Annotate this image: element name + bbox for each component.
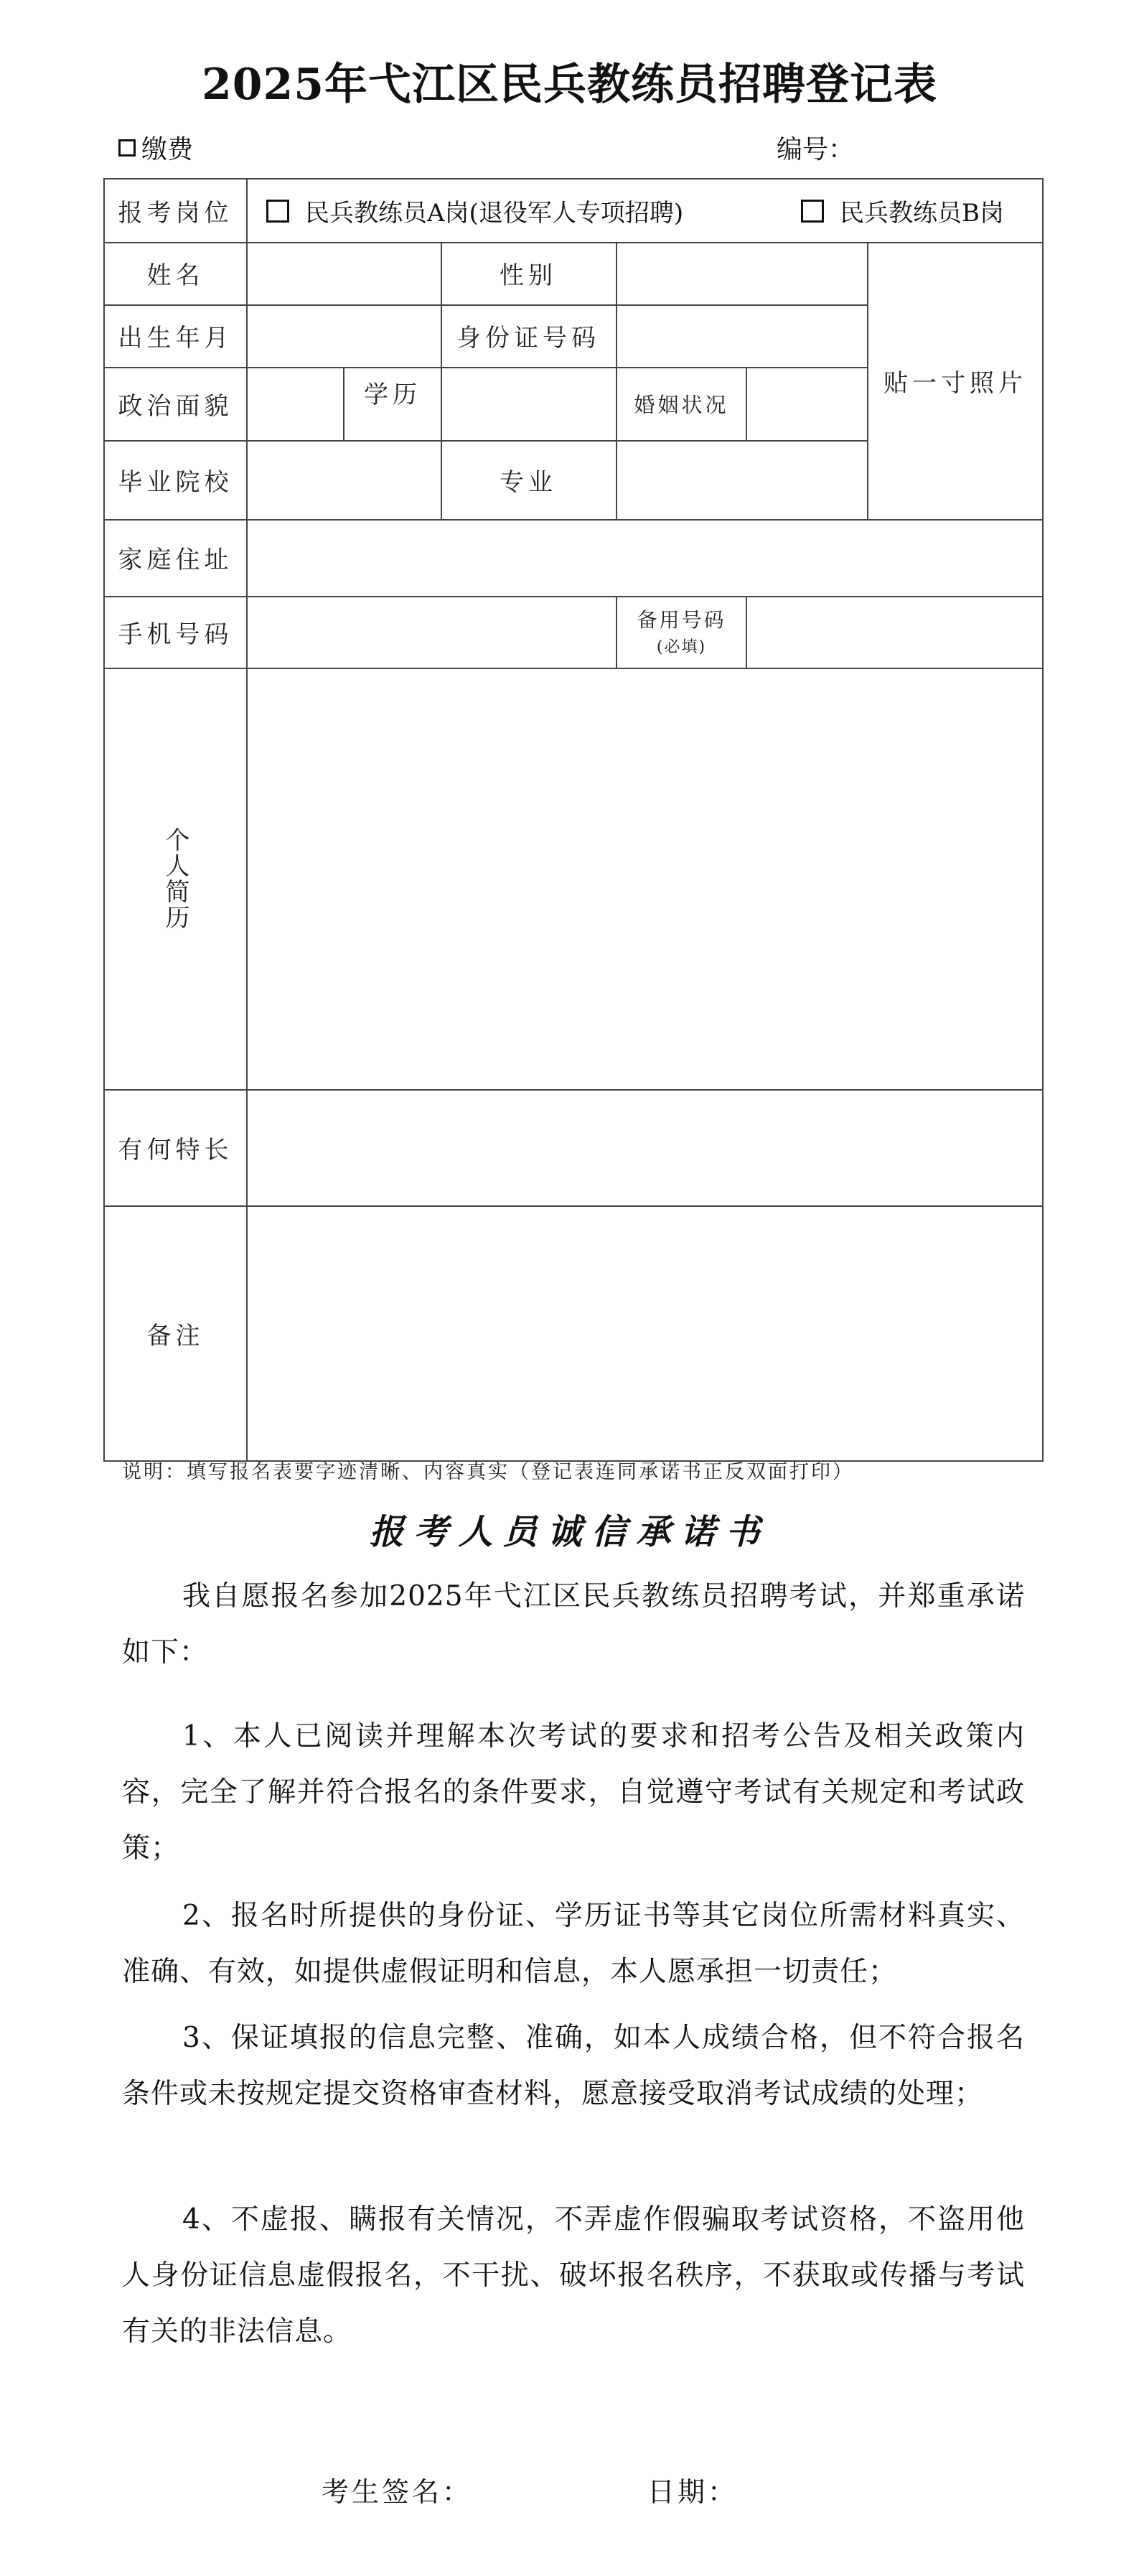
major-field[interactable] (617, 440, 867, 519)
remarks-label: 备注 (146, 1322, 205, 1350)
school-label: 毕业院校 (118, 467, 233, 497)
form-title: 2025年弋江区民兵教练员招聘登记表 (202, 60, 937, 110)
fee-checkbox-row[interactable] (118, 129, 193, 166)
backup-phone-text: 备用号码 (637, 607, 726, 632)
position-option-a[interactable] (266, 179, 683, 242)
registration-form-table (103, 178, 1044, 1462)
position-option-b[interactable] (801, 179, 1004, 242)
photo-placeholder[interactable]: 贴一寸照片 (883, 368, 1027, 398)
position-b-label: 民兵教练员B岗 (840, 199, 1004, 228)
phone-label: 手机号码 (118, 620, 233, 649)
pledge-item-1: 1、本人已阅读并理解本次考试的要求和招考公告及相关政策内容，完全了解并符合报名的条件要求，自觉遵守考试有关规定和考试政策； (122, 1720, 1025, 1865)
pledge-item-4: 4、不虚报、瞒报有关情况，不弄虚作假骗取考试资格，不盗用他人身份证信息虚假报名，不干扰、破坏报名秩序，不获取或传播与考试有关的非法信息。 (122, 2203, 1025, 2348)
signature-label: 考生签名： (322, 2476, 473, 2508)
pledge-item-3: 3、保证填报的信息完整、准确，如本人成绩合格，但不符合报名条件或未按规定提交资格审查材料，愿意接受取消考试成绩的处理； (122, 2022, 1025, 2110)
name-field[interactable] (248, 242, 441, 304)
resume-field[interactable] (248, 668, 1042, 1089)
remarks-field[interactable] (248, 1205, 1042, 1462)
position-a-label: 民兵教练员A岗(退役军人专项招聘) (305, 199, 684, 228)
marital-field[interactable] (747, 367, 867, 440)
resume-label-cell (105, 668, 246, 1089)
education-label: 学历 (364, 380, 421, 409)
id-number-field[interactable] (617, 304, 867, 367)
position-b-checkbox[interactable] (801, 200, 824, 223)
gender-field[interactable] (617, 242, 867, 304)
political-label: 政治面貌 (118, 391, 233, 421)
resume-label: 个人简历 (161, 826, 189, 930)
backup-phone-required: (必填) (656, 638, 707, 656)
pledge-intro: 我自愿报名参加2025年弋江区民兵教练员招聘考试，并郑重承诺如下： (122, 1580, 1025, 1669)
phone-field[interactable] (248, 596, 616, 668)
date-label: 日期： (647, 2476, 739, 2508)
education-field[interactable] (442, 367, 616, 440)
fee-label: 缴费 (141, 135, 194, 164)
pledge-item-2: 2、报名时所提供的身份证、学历证书等其它岗位所需材料真实、准确、有效，如提供虚假证明和信息，本人愿承担一切责任； (122, 1900, 1025, 1988)
specialty-label: 有何特长 (118, 1135, 233, 1165)
major-label: 专业 (500, 467, 557, 497)
birth-field[interactable] (248, 304, 441, 367)
form-note: 说明：填写报名表要字迹清晰、内容真实（登记表连同承诺书正反双面打印） (122, 1461, 854, 1483)
gender-label: 性别 (500, 261, 557, 290)
marital-label: 婚姻状况 (634, 392, 729, 417)
position-a-checkbox[interactable] (266, 200, 289, 223)
position-label: 报考岗位 (118, 199, 233, 228)
backup-phone-label (617, 596, 746, 668)
address-label: 家庭住址 (118, 546, 233, 574)
fee-checkbox[interactable] (118, 139, 136, 157)
backup-phone-field[interactable] (747, 596, 1042, 668)
address-field[interactable] (248, 519, 1042, 596)
school-field[interactable] (248, 440, 441, 519)
id-number-label: 身份证号码 (456, 324, 600, 353)
birth-label: 出生年月 (118, 324, 233, 353)
specialty-field[interactable] (248, 1089, 1042, 1205)
serial-number-label: 编号： (777, 135, 855, 164)
pledge-title: 报考人员诚信承诺书 (369, 1512, 770, 1552)
political-field[interactable] (248, 367, 343, 440)
name-label: 姓名 (146, 261, 205, 290)
